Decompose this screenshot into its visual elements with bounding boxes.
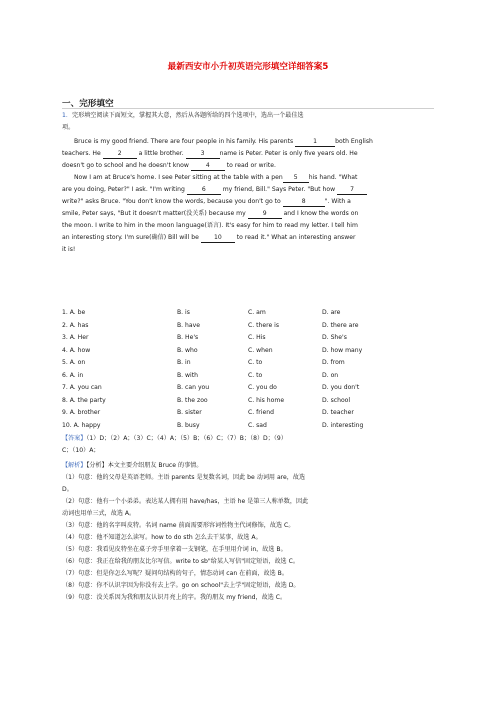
- answer-block: [62, 433, 436, 457]
- blank-6: 6: [187, 185, 221, 195]
- blank-3: 3: [186, 149, 220, 159]
- answer-line: C；（10）A；: [62, 447, 100, 454]
- blank-5: 5: [283, 173, 309, 183]
- blank-4: 4: [191, 161, 225, 171]
- options-list: [62, 309, 436, 434]
- option-row: 7. A. you can B. can you C. you do D. you don't: [62, 384, 360, 391]
- explanation-line: （2）句意：他有一个小弟弟。表达某人拥有用 have/has，主语 he 是第三人称单数，因此: [62, 498, 309, 505]
- explanation-block: [62, 460, 436, 604]
- explanation-line: （3）句意：他的名字叫皮特。名词 name 前面需要形容词性物主代词修饰，故选 C。: [62, 522, 295, 529]
- option-row: 2. A. has B. have C. there is D. there are: [62, 321, 359, 329]
- answer-line: （1）D；（2）A；（3）C；（4）A；（5）B；（6）C；（7）B；（8）D；（9）: [86, 435, 287, 442]
- explanation-line: （5）句意：我看见皮特坐在桌子旁手里拿着一支钢笔，在手里用介词 in，故选 B。: [62, 546, 287, 553]
- option-row: 8. A. the party B. the zoo C. his home D. school: [62, 396, 351, 404]
- section-divider: [62, 108, 434, 109]
- answer-tag: 【答案】: [62, 435, 87, 442]
- blank-10: 10: [201, 233, 235, 243]
- explanation-line: D。: [62, 486, 73, 493]
- explanation-line: （9）句意：没关系因为我和朋友认识月亮上的字。我的朋友 my friend，故选 C。: [62, 594, 287, 601]
- blank-8: 8: [283, 197, 325, 207]
- passage: Bruce is my good friend. There are four people in his family. His parents 1 both English teachers. He 2 a little brother. 3 name is Peter. Peter is only five years old. He doesn't go to school and he doesn't know 4 to read or write. Now I am at Bruce's home. I see Peter sitting at the table with a pen 5 his hand. "What are you doing, Peter?" I ask. "I'm writing 6 my friend, Bill." Says Peter. "But how 7 write?" asks Bruce. "You don't know the words, because you don't go to 8 ". With a smile, Peter says, "But it doesn't matter(没关系) because my 9 and I know the words on the moon. I write to him in the moon language(语言). It's easy for him to read my letter. I tell him an interesting story. I'm sure(确信) Bill will be 10 to read it." What an interesting answer it is!: [62, 138, 373, 253]
- question-number: 1．: [62, 112, 72, 119]
- blank-2: 2: [103, 149, 137, 159]
- option-row: 3. A. Her B. He's C. His D. She's: [62, 334, 347, 341]
- explanation-line: （7）句意：但是你怎么写呢？疑问句结构的句子，情态动词 can 在前面，故选 B。: [62, 570, 288, 577]
- blank-1: 1: [295, 137, 335, 147]
- explanation-line: （1）句意：他的父母是英语老师。主语 parents 是复数名词，因此 be 动词用 are，故选: [62, 474, 306, 481]
- option-row: 1. A. be B. is C. am D. are: [62, 309, 341, 316]
- option-row: 4. A. how B. who C. when D. how many: [62, 346, 363, 354]
- explanation-intro: 【分析】本文主要介绍朋友 Bruce 的事情。: [86, 462, 203, 469]
- option-row: 5. A. on B. in C. to D. from: [62, 359, 345, 366]
- explanation-line: （8）句意：你不认识字因为你没有去上学。go on school"去上学"固定短语，故选 D。: [62, 582, 300, 589]
- option-row: 6. A. in B. with C. to D. on: [62, 371, 339, 379]
- blank-7: 7: [337, 185, 367, 195]
- explanation-line: 动词也用单三式，故选 A。: [62, 510, 136, 517]
- explanation-line: （4）句意：他不知道怎么读写。how to do sth 怎么去干某事，故选 A。: [62, 534, 262, 541]
- explanation-line: （6）句意：我正在给我的朋友比尔写信。write to sb"给某人写信"固定短语，故选 C。: [62, 558, 299, 565]
- document-title: 最新西安市小升初英语完形填空详细答案5: [167, 62, 329, 72]
- option-row: 10. A. happy B. busy C. sad D. interesting: [62, 421, 364, 429]
- blank-9: 9: [248, 209, 282, 219]
- option-row: 9. A. brother B. sister C. friend D. teacher: [62, 409, 354, 416]
- section-heading: 一、完形填空: [62, 99, 114, 109]
- question-instruction: 1．完形填空阅读下面短文，掌握其大意，然后从各题所给的四个选项中，选出一个最佳选 项。: [62, 112, 304, 131]
- explanation-tag: 【解析】: [62, 462, 87, 469]
